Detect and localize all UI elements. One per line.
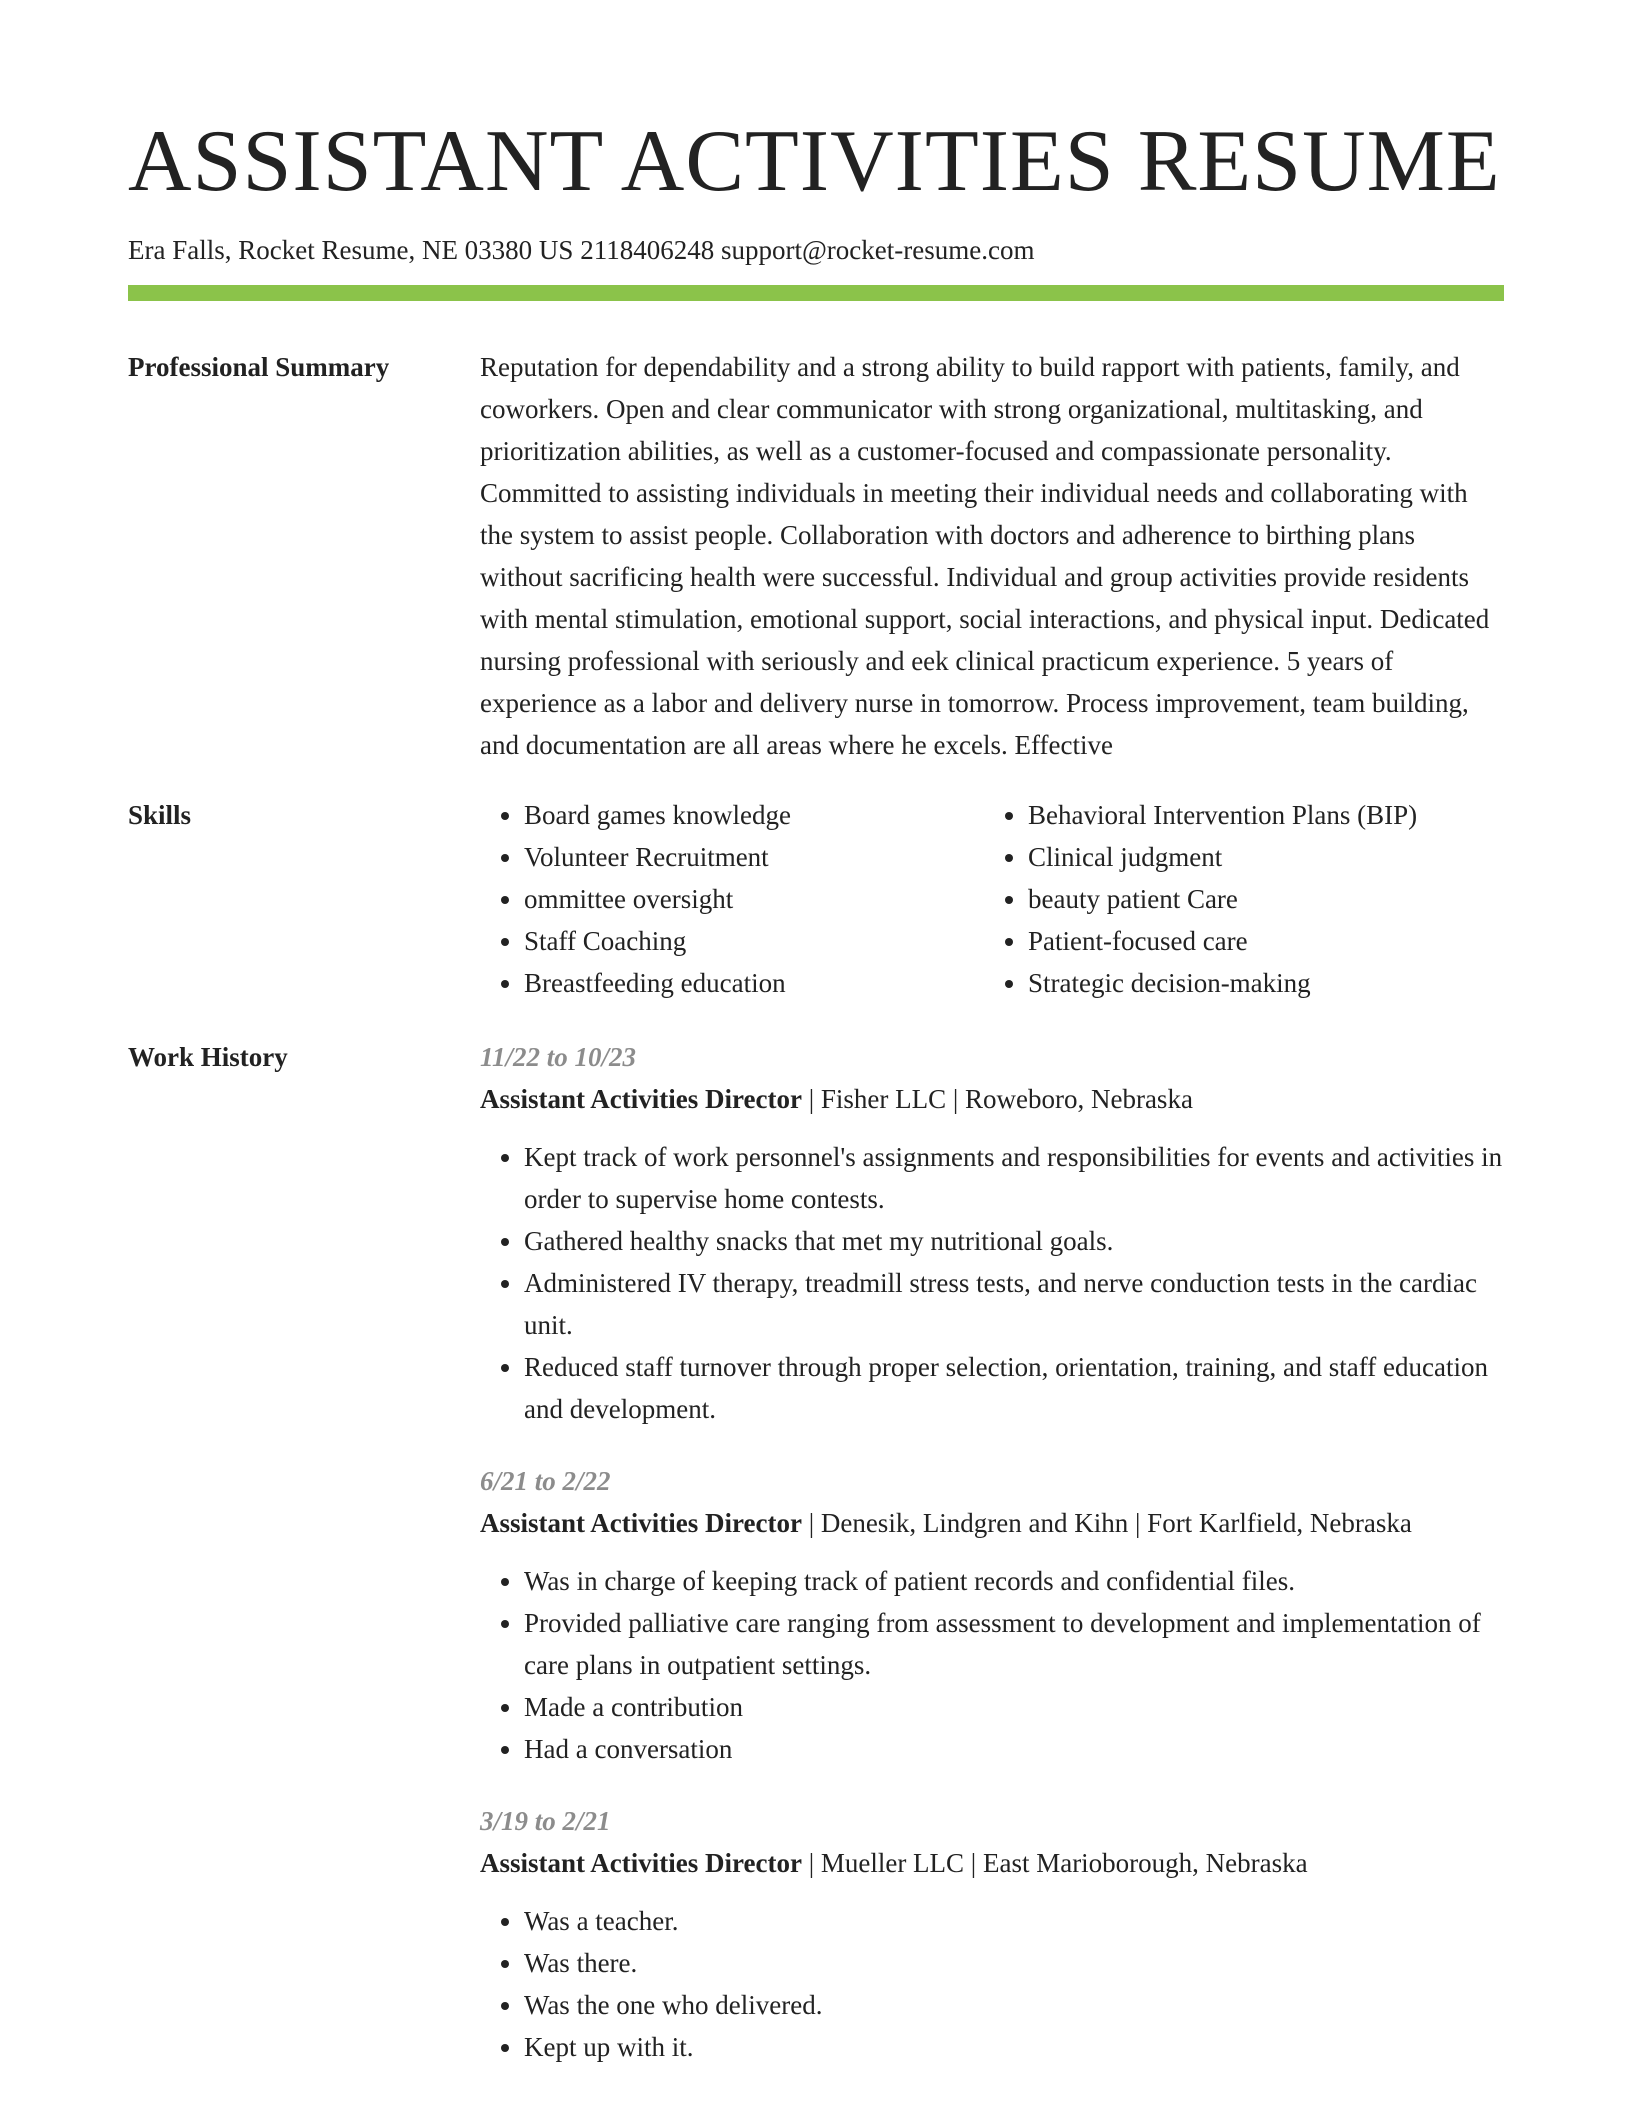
job-entry <box>480 1460 1504 1770</box>
skills-body <box>480 794 1504 1004</box>
summary-body <box>480 346 1504 766</box>
job-bullets <box>480 1560 1504 1770</box>
summary-text: Reputation for dependability and a strong ability to build rapport with patients, family, and coworkers. Open and clear communicator with strong organizational, multitasking, and prioritization abilities, as well as a customer-focused and compassionate personality. Committed to assisting individuals in meeting their individual needs and collaborating with the system to assist people. Collaboration with doctors and adherence to birthing plans without sacrificing health were successful. Individual and group activities provide residents with mental stimulation, emotional support, social interactions, and physical input. Dedicated nursing professional with seriously and eek clinical practicum experience. 5 years of experience as a labor and delivery nurse in tomorrow. Process improvement, team building, and documentation are all areas where he excels. Effective <box>480 352 1490 760</box>
job-bullets <box>480 1136 1504 1430</box>
skill-item: • Clinical judgment <box>1028 836 1488 878</box>
job-bullet: • Kept up with it. <box>524 2026 1504 2068</box>
job-entry <box>480 1800 1504 2068</box>
job-dates: 6/21 to 2/22 <box>480 1466 611 1496</box>
job-dates: 11/22 to 10/23 <box>480 1042 637 1072</box>
job-title: Assistant Activities Director <box>480 1084 802 1114</box>
skill-item: • Volunteer Recruitment <box>524 836 984 878</box>
job-employer-location: | Denesik, Lindgren and Kihn | Fort Karlfield, Nebraska <box>801 1508 1412 1538</box>
header-divider <box>128 285 1504 301</box>
job-bullets <box>480 1900 1504 2068</box>
job-bullet: • Made a contribution <box>524 1686 1504 1728</box>
skills-heading: Skills <box>128 800 192 830</box>
job-bullet: • Gathered healthy snacks that met my nutritional goals. <box>524 1220 1504 1262</box>
job-dates: 3/19 to 2/21 <box>480 1806 611 1836</box>
job-bullet: • Reduced staff turnover through proper selection, orientation, training, and staff education and development. <box>524 1346 1504 1430</box>
contact-line: Era Falls, Rocket Resume, NE 03380 US 2118406248 support@rocket-resume.com <box>128 235 1035 265</box>
skills-list-right <box>984 794 1488 1004</box>
job-bullet: • Was a teacher. <box>524 1900 1504 1942</box>
work-history-heading: Work History <box>128 1042 288 1072</box>
skill-item: • Board games knowledge <box>524 794 984 836</box>
skill-item: • Strategic decision-making <box>1028 962 1488 1004</box>
skill-item: • Staff Coaching <box>524 920 984 962</box>
job-heading <box>480 1502 1504 1544</box>
job-entry <box>480 1036 1504 1430</box>
work-history-body <box>480 1036 1504 2098</box>
summary-heading: Professional Summary <box>128 352 390 382</box>
job-bullet: • Administered IV therapy, treadmill stress tests, and nerve conduction tests in the cardiac unit. <box>524 1262 1504 1346</box>
skill-item: • ommittee oversight <box>524 878 984 920</box>
resume-title: ASSISTANT ACTIVITIES RESUME <box>128 113 1501 210</box>
job-title: Assistant Activities Director <box>480 1848 802 1878</box>
job-heading <box>480 1078 1504 1120</box>
skill-item: • Patient-focused care <box>1028 920 1488 962</box>
job-employer-location: | Mueller LLC | East Marioborough, Nebraska <box>801 1848 1308 1878</box>
skill-item: • Behavioral Intervention Plans (BIP) <box>1028 794 1488 836</box>
job-bullet: • Kept track of work personnel's assignments and responsibilities for events and activities in order to supervise home contests. <box>524 1136 1504 1220</box>
job-heading <box>480 1842 1504 1884</box>
job-employer-location: | Fisher LLC | Roweboro, Nebraska <box>801 1084 1193 1114</box>
job-bullet: • Had a conversation <box>524 1728 1504 1770</box>
skill-item: • beauty patient Care <box>1028 878 1488 920</box>
job-title: Assistant Activities Director <box>480 1508 802 1538</box>
job-bullet: • Was in charge of keeping track of patient records and confidential files. <box>524 1560 1504 1602</box>
job-bullet: • Provided palliative care ranging from assessment to development and implementation of care plans in outpatient settings. <box>524 1602 1504 1686</box>
skills-list-left <box>480 794 984 1004</box>
job-bullet: • Was there. <box>524 1942 1504 1984</box>
job-bullet: • Was the one who delivered. <box>524 1984 1504 2026</box>
skill-item: • Breastfeeding education <box>524 962 984 1004</box>
skills-columns <box>480 794 1504 1004</box>
